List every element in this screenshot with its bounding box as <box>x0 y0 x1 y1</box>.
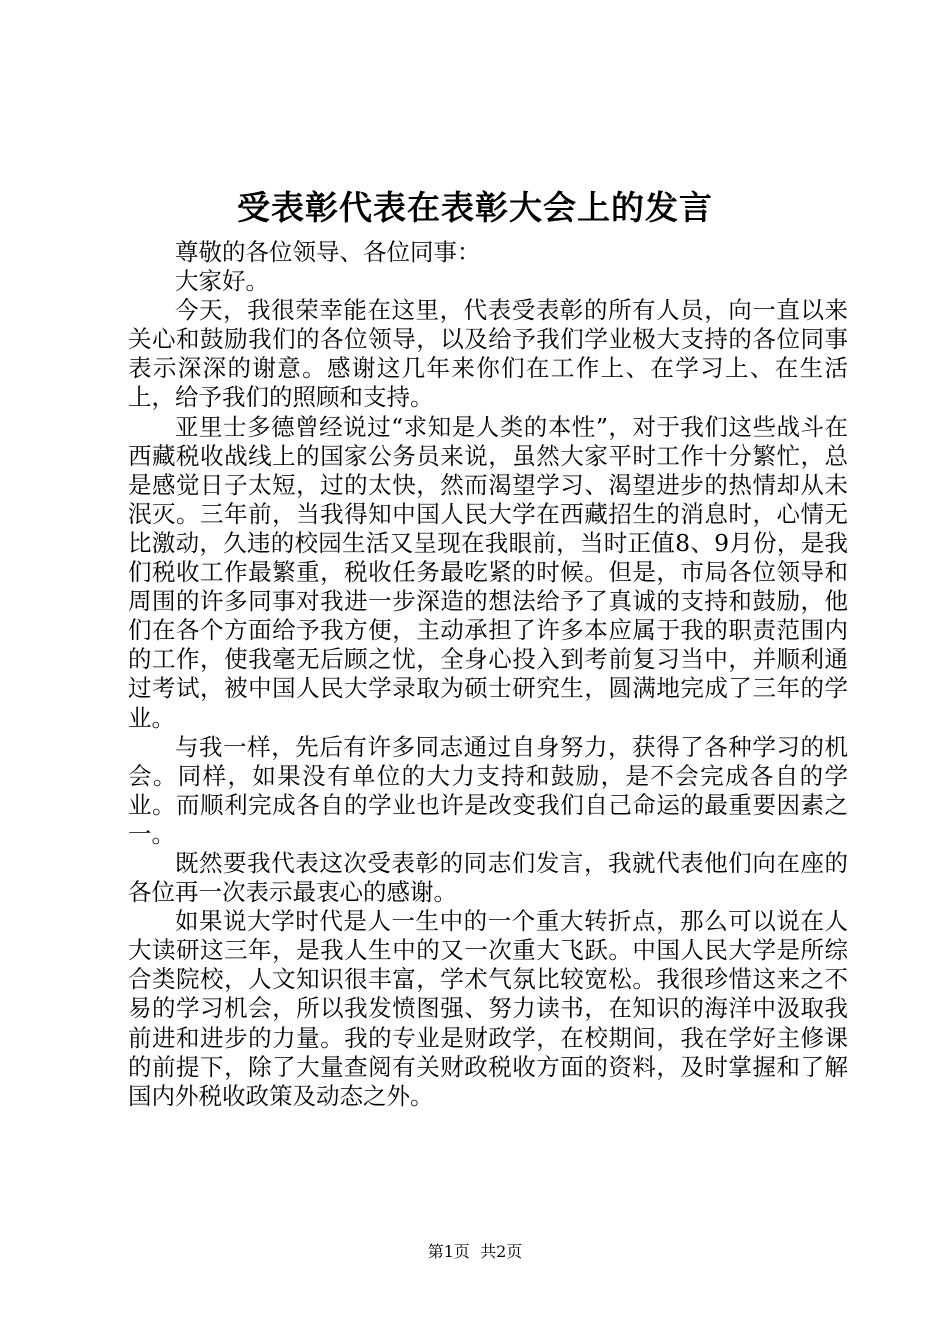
paragraph: 既然要我代表这次受表彰的同志们发言，我就代表他们向在座的各位再一次表示最衷心的感谢。 <box>128 848 848 907</box>
paragraph: 亚里士多德曾经说过“求知是人类的本性”，对于我们这些战斗在西藏税收战线上的国家公务员来说，虽然大家平时工作十分繁忙，总是感觉日子太短，过的太快，然而渴望学习、渴望进步的热情却从未泯灭。三年前，当我得知中国人民大学在西藏招生的消息时，心情无比激动，久违的校园生活又呈现在我眼前，当时正值8、9月份，是我们税收工作最繁重，税收任务最吃紧的时候。但是，市局各位领导和周围的许多同事对我进一步深造的想法给予了真诚的支持和鼓励，他们在各个方面给予我方便，主动承担了许多本应属于我的职责范围内的工作，使我毫无后顾之忧，全身心投入到考前复习当中，并顺利通过考试，被中国人民大学录取为硕士研究生，圆满地完成了三年的学业。 <box>128 412 848 732</box>
page-number: 第1页 <box>427 1242 470 1261</box>
page-total: 共2页 <box>480 1242 523 1261</box>
page-footer <box>0 1240 950 1264</box>
document-title: 受表彰代表在表彰大会上的发言 <box>237 188 713 227</box>
paragraph: 如果说大学时代是人一生中的一个重大转折点，那么可以说在人大读研这三年，是我人生中的又一次重大飞跃。中国人民大学是所综合类院校，人文知识很丰富，学术气氛比较宽松。我很珍惜这来之不易的学习机会，所以我发愤图强、努力读书，在知识的海洋中汲取我前进和进步的力量。我的专业是财政学，在校期间，我在学好主修课的前提下，除了大量查阅有关财政税收方面的资料，及时掌握和了解国内外税收政策及动态之外。 <box>128 907 848 1110</box>
paragraph: 与我一样，先后有许多同志通过自身努力，获得了各种学习的机会。同样，如果没有单位的大力支持和鼓励，是不会完成各自的学业。而顺利完成各自的学业也许是改变我们自己命运的最重要因素之一。 <box>128 732 848 848</box>
document-body <box>128 238 848 1111</box>
salutation: 尊敬的各位领导、各位同事： <box>175 238 481 266</box>
greeting: 大家好。 <box>175 267 269 296</box>
paragraph: 今天，我很荣幸能在这里，代表受表彰的所有人员，向一直以来关心和鼓励我们的各位领导，以及给予我们学业极大支持的各位同事表示深深的谢意。感谢这几年来你们在工作上、在学习上、在生活上，给予我们的照顾和支持。 <box>128 296 848 412</box>
